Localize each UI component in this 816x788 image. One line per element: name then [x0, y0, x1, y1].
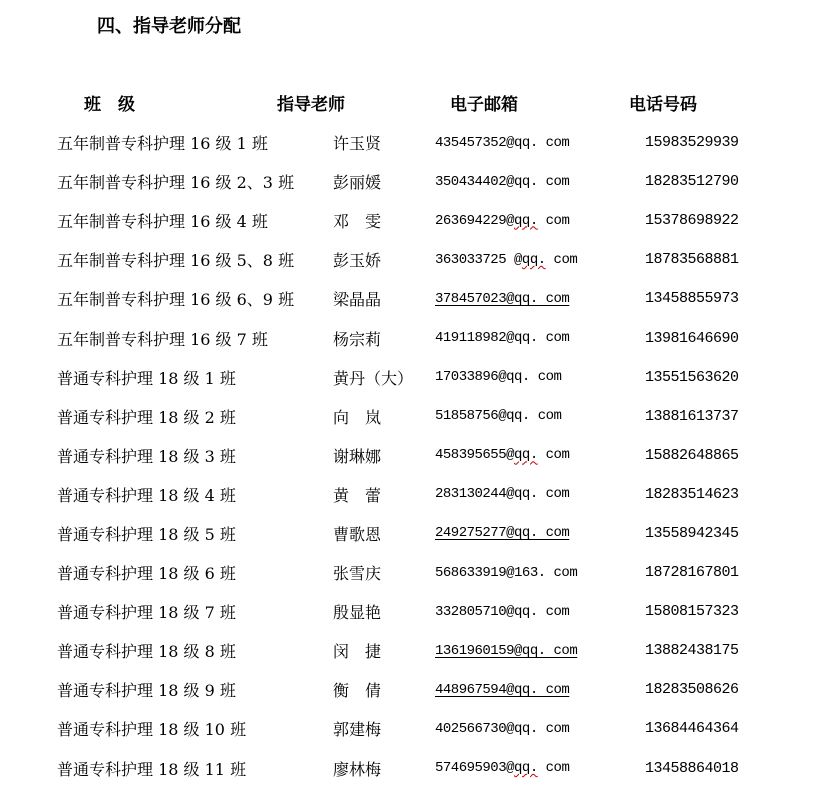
class-cell: 普通专科护理 18 级 9 班 [57, 681, 236, 701]
table-row [0, 162, 816, 201]
email-cell: 574695903@qq. com [435, 760, 570, 777]
teacher-cell: 许玉贤 [333, 134, 382, 154]
email-cell: 402566730@qq. com [435, 720, 570, 737]
class-cell: 普通专科护理 18 级 5 班 [57, 524, 236, 544]
phone-cell: 13458855973 [645, 290, 739, 308]
class-cell: 普通专科护理 18 级 1 班 [57, 368, 236, 388]
class-cell: 五年制普专科护理 16 级 4 班 [57, 212, 268, 232]
table-row [0, 201, 816, 240]
phone-cell: 18283508626 [645, 681, 739, 699]
teacher-cell: 张雪庆 [333, 564, 382, 584]
email-cell: 378457023@qq. com [435, 290, 570, 307]
table-row [0, 749, 816, 788]
table-row [0, 709, 816, 748]
email-cell: 568633919@163. com [435, 564, 578, 581]
header-email: 电子邮箱 [450, 95, 518, 115]
table-row [0, 123, 816, 162]
phone-cell: 15983529939 [645, 134, 739, 152]
email-cell: 51858756@qq. com [435, 408, 562, 425]
class-cell: 五年制普专科护理 16 级 1 班 [57, 134, 268, 154]
header-teacher: 指导老师 [277, 95, 345, 115]
email-cell: 332805710@qq. com [435, 603, 570, 620]
table-row [0, 358, 816, 397]
class-cell: 普通专科护理 18 级 10 班 [57, 720, 247, 740]
email-cell: 1361960159@qq. com [435, 642, 578, 659]
class-cell: 普通专科护理 18 级 3 班 [57, 446, 236, 466]
table-row [0, 514, 816, 553]
teacher-cell: 彭玉娇 [333, 251, 382, 271]
phone-cell: 13551563620 [645, 368, 739, 386]
header-phone: 电话号码 [629, 95, 697, 115]
spellcheck-squiggle: qq. [514, 212, 538, 229]
phone-cell: 18728167801 [645, 564, 739, 582]
teacher-cell: 廖林梅 [333, 759, 382, 779]
class-cell: 普通专科护理 18 级 2 班 [57, 407, 236, 427]
phone-cell: 13558942345 [645, 524, 739, 542]
class-cell: 五年制普专科护理 16 级 5、8 班 [57, 251, 295, 271]
email-cell: 350434402@qq. com [435, 173, 570, 190]
teacher-cell: 郭建梅 [333, 720, 382, 740]
table-row [0, 397, 816, 436]
table-row [0, 240, 816, 279]
table-row [0, 553, 816, 592]
email-cell: 363033725 @qq. com [435, 251, 578, 268]
phone-cell: 13458864018 [645, 759, 739, 777]
table-row [0, 670, 816, 709]
class-cell: 普通专科护理 18 级 7 班 [57, 603, 236, 623]
email-cell: 263694229@qq. com [435, 212, 570, 229]
class-cell: 五年制普专科护理 16 级 6、9 班 [57, 290, 295, 310]
phone-cell: 13882438175 [645, 642, 739, 660]
email-cell: 249275277@qq. com [435, 525, 570, 542]
email-cell: 17033896@qq. com [435, 369, 562, 386]
teacher-cell: 彭丽媛 [333, 173, 382, 193]
phone-cell: 18283512790 [645, 173, 739, 191]
section-title: 四、指导老师分配 [97, 16, 241, 37]
teacher-cell: 邓 雯 [333, 212, 382, 232]
class-cell: 五年制普专科护理 16 级 2、3 班 [57, 173, 295, 193]
class-cell: 普通专科护理 18 级 11 班 [57, 759, 247, 779]
email-cell: 419118982@qq. com [435, 330, 570, 347]
teacher-cell: 黄 蕾 [333, 485, 382, 505]
email-cell: 448967594@qq. com [435, 681, 570, 698]
teacher-cell: 向 岚 [333, 407, 382, 427]
phone-cell: 13981646690 [645, 329, 739, 347]
table-row [0, 318, 816, 357]
table-row [0, 592, 816, 631]
phone-cell: 13684464364 [645, 720, 739, 738]
phone-cell: 13881613737 [645, 407, 739, 425]
teacher-cell: 黄丹（大） [333, 368, 414, 388]
spellcheck-squiggle: qq. [521, 251, 546, 268]
teacher-cell: 曹歌恩 [333, 524, 382, 544]
phone-cell: 15808157323 [645, 603, 739, 621]
spellcheck-squiggle: qq. [514, 760, 538, 777]
class-cell: 普通专科护理 18 级 8 班 [57, 642, 236, 662]
table-row [0, 631, 816, 670]
email-cell: 435457352@qq. com [435, 134, 570, 151]
teacher-cell: 杨宗莉 [333, 329, 382, 349]
table-row [0, 436, 816, 475]
teacher-cell: 谢琳娜 [333, 446, 382, 466]
email-cell: 283130244@qq. com [435, 486, 570, 503]
class-cell: 五年制普专科护理 16 级 7 班 [57, 329, 268, 349]
table-row [0, 475, 816, 514]
header-class: 班 级 [84, 95, 135, 115]
phone-cell: 15378698922 [645, 212, 739, 230]
table-body [0, 123, 816, 788]
teacher-cell: 梁晶晶 [333, 290, 382, 310]
teacher-cell: 衡 倩 [333, 681, 382, 701]
phone-cell: 15882648865 [645, 446, 739, 464]
table-row [0, 279, 816, 318]
class-cell: 普通专科护理 18 级 6 班 [57, 564, 236, 584]
phone-cell: 18783568881 [645, 251, 739, 269]
teacher-cell: 闵 捷 [333, 642, 382, 662]
class-cell: 普通专科护理 18 级 4 班 [57, 485, 236, 505]
spellcheck-squiggle: qq. [514, 447, 538, 464]
teacher-cell: 殷显艳 [333, 603, 382, 623]
email-cell: 458395655@qq. com [435, 447, 570, 464]
table-header-row [0, 90, 816, 114]
phone-cell: 18283514623 [645, 485, 739, 503]
